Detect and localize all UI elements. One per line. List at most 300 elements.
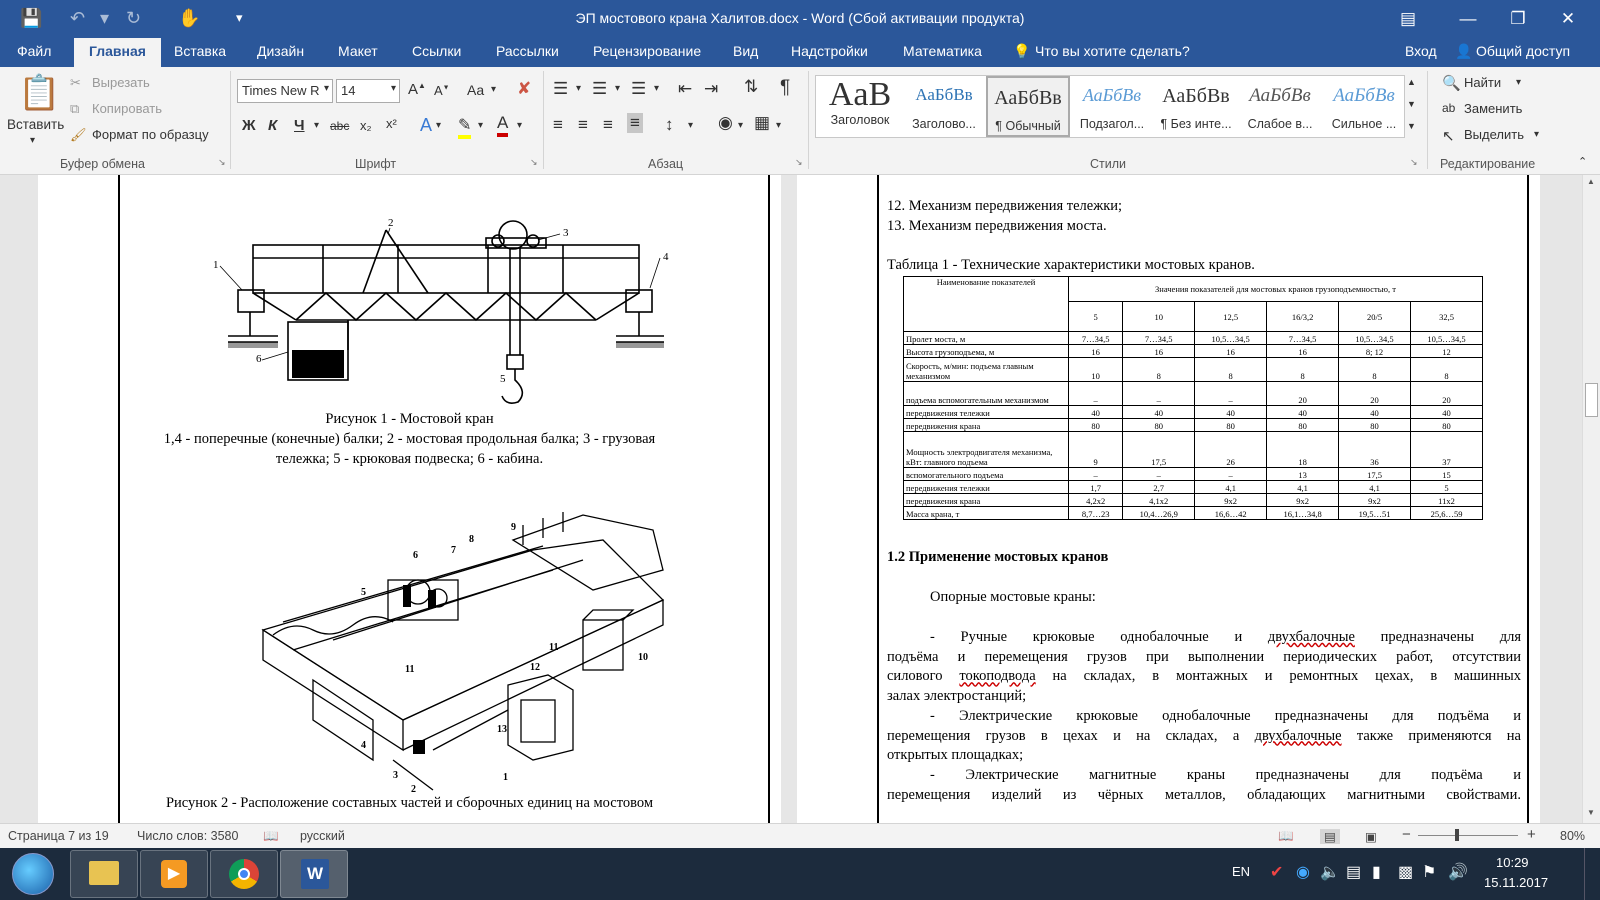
multilevel-list-icon[interactable]: ☰: [631, 79, 647, 98]
align-center-icon[interactable]: ≡: [578, 115, 588, 134]
table-cell: –: [1069, 468, 1123, 481]
table-row: [904, 406, 1483, 419]
table-cell: 16,6…42: [1195, 507, 1267, 520]
fig2-label: 1: [503, 772, 508, 783]
shading-icon[interactable]: ◉: [718, 113, 733, 132]
start-button[interactable]: [12, 853, 54, 895]
fig2-label: 9: [511, 522, 516, 533]
table-cell: 4,1x2: [1123, 494, 1195, 507]
tab-layout[interactable]: Макет: [338, 43, 378, 59]
table-row: [904, 332, 1483, 345]
chevron-down-icon: ▾: [390, 83, 396, 94]
table-cell: –: [1195, 468, 1267, 481]
table-row: [904, 481, 1483, 494]
style-preview: АаБбВв: [994, 87, 1062, 109]
table-capacity: 32,5: [1411, 302, 1483, 332]
table-cell: 2,7: [1123, 481, 1195, 494]
style-preview: АаБбВв: [1249, 85, 1311, 106]
table-row-label: передвижения тележки: [904, 481, 1069, 494]
clipboard-group-label: Буфер обмена: [60, 157, 145, 171]
paragraph-launcher-icon[interactable]: ↘: [795, 157, 803, 167]
table-cell: 20: [1339, 382, 1411, 406]
paragraph-line: - Электрические магнитные краны предназначены для подъёма и: [930, 766, 1521, 783]
undo-dropdown-icon[interactable]: ▾: [100, 8, 110, 28]
grow-font-icon[interactable]: A▲: [408, 81, 426, 98]
zoom-in-icon[interactable]: +: [1527, 826, 1536, 843]
table-cell: 7…34,5: [1267, 332, 1339, 345]
fig2-label: 2: [411, 784, 416, 795]
tray-flag-icon[interactable]: ⚑: [1422, 864, 1437, 881]
table-cell: 4,1: [1195, 481, 1267, 494]
table-cell: 7…34,5: [1123, 332, 1195, 345]
clear-formatting-icon[interactable]: ✘: [517, 79, 532, 98]
fig1-label: 2: [388, 217, 394, 229]
status-bar: [0, 823, 1600, 848]
paragraph-line: - Электрические крюковые однобалочные предназначены для подъёма и: [930, 707, 1521, 724]
table-row: [904, 382, 1483, 406]
style-name: Слабое в...: [1247, 117, 1313, 131]
taskbar-chrome[interactable]: [210, 850, 278, 898]
fig2-label: 11: [549, 642, 559, 653]
table-cell: –: [1069, 382, 1123, 406]
save-icon[interactable]: 💾: [20, 8, 43, 28]
replace-icon: ab: [1442, 101, 1456, 115]
table-cell: 16: [1267, 345, 1339, 358]
fig2-label: 11: [405, 664, 415, 675]
find-dropdown-icon[interactable]: ▾: [1516, 77, 1522, 88]
highlight-icon[interactable]: ✎: [458, 115, 471, 139]
tab-references[interactable]: Ссылки: [412, 43, 462, 59]
style-preview: АаБбВв: [1082, 85, 1142, 105]
zoom-slider[interactable]: [1418, 835, 1518, 836]
table-row: [904, 494, 1483, 507]
fig2-label: 7: [451, 545, 456, 556]
bridge-crane-figure: [198, 210, 669, 420]
table-row: [904, 432, 1483, 468]
clock-date[interactable]: 15.11.2017: [1484, 875, 1549, 890]
table-cell: 8: [1267, 358, 1339, 382]
fig1-legend-line1: 1,4 - поперечные (конечные) балки; 2 - мостовая продольная балка; 3 - грузовая: [163, 431, 656, 447]
table-cell: 26: [1195, 432, 1267, 468]
zoom-out-icon[interactable]: −: [1402, 826, 1411, 843]
table-row-label: передвижения крана: [904, 494, 1069, 507]
table-row-label: передвижения крана: [904, 419, 1069, 432]
table-cell: 80: [1339, 419, 1411, 432]
paragraph-line: перемещения грузов в цехах и на складах, а двухбалочные также применяются на: [887, 727, 1521, 744]
bold-button[interactable]: Ж: [242, 117, 256, 134]
font-group-label: Шрифт: [355, 157, 397, 171]
styles-more-icon[interactable]: ▼: [1407, 121, 1416, 131]
clock-time[interactable]: 10:29: [1496, 855, 1529, 870]
tray-monitor-icon[interactable]: ▤: [1346, 864, 1362, 881]
fig1-legend-line2: тележка; 5 - крюковая подвеска; 6 - кабина.: [275, 451, 544, 467]
table-cell: 7…34,5: [1069, 332, 1123, 345]
select-dropdown-icon[interactable]: ▾: [1534, 129, 1540, 140]
list-item-12: 12. Механизм передвижения тележки;: [887, 198, 1123, 214]
replace-button[interactable]: Заменить: [1464, 101, 1523, 116]
intro-paragraph: Опорные мостовые краны:: [930, 589, 1096, 605]
zoom-slider-thumb[interactable]: [1455, 829, 1459, 841]
table-cell: 10: [1069, 358, 1123, 382]
fig2-caption: Рисунок 2 - Расположение составных частей и сборочных единиц на мостовом: [165, 795, 654, 811]
table-cell: 40: [1267, 406, 1339, 419]
table-cell: 25,6…59: [1411, 507, 1483, 520]
fig2-label: 4: [361, 740, 366, 751]
share-button[interactable]: Общий доступ: [1476, 43, 1571, 59]
language-indicator[interactable]: русский: [300, 829, 345, 843]
highlight-dropdown-icon[interactable]: ▾: [478, 120, 484, 131]
paragraph-line: залах электростанций;: [887, 688, 1027, 705]
play-icon: ▶: [161, 860, 187, 888]
table-cell: 40: [1339, 406, 1411, 419]
tab-review[interactable]: Рецензирование: [593, 43, 702, 59]
style-heading1[interactable]: [902, 76, 986, 137]
paste-button[interactable]: Вставить: [7, 117, 65, 132]
table-cell: 80: [1123, 419, 1195, 432]
clipboard-launcher-icon[interactable]: ↘: [218, 157, 226, 167]
line-spacing-dropdown-icon[interactable]: ▾: [688, 120, 694, 131]
fig2-label: 6: [413, 550, 418, 561]
tab-mailings[interactable]: Рассылки: [496, 43, 559, 59]
line-spacing-icon[interactable]: ↕: [665, 115, 674, 134]
table-cell: 4,1: [1339, 481, 1411, 494]
style-name: Заголово...: [912, 117, 976, 131]
tray-speaker-icon[interactable]: 🔈: [1320, 864, 1340, 881]
tell-me-box[interactable]: Что вы хотите сделать?: [1035, 43, 1190, 59]
fig1-label: 5: [500, 373, 506, 385]
style-preview: АаБбВв: [1162, 85, 1230, 107]
table-cell: –: [1123, 382, 1195, 406]
change-case-dropdown-icon[interactable]: ▾: [491, 84, 497, 95]
table-row-label: Пролет моста, м: [904, 332, 1069, 345]
paste-icon[interactable]: 📋: [18, 74, 61, 112]
table-cell: 40: [1411, 406, 1483, 419]
table-cell: 11x2: [1411, 494, 1483, 507]
text-effects-dropdown-icon[interactable]: ▾: [436, 120, 442, 131]
paragraph-group-label: Абзац: [648, 157, 684, 171]
tray-network-icon[interactable]: ▩: [1398, 864, 1414, 881]
table-row-label: Мощность электродвигателя механизма, кВт: главного подъема: [904, 432, 1069, 468]
list-item-13: 13. Механизм передвижения моста.: [887, 218, 1107, 234]
font-name-combo[interactable]: [237, 79, 333, 103]
bullets-dropdown-icon[interactable]: ▾: [576, 83, 582, 94]
table-header-values: Значения показателей для мостовых кранов грузоподъемностью, т: [1069, 277, 1483, 302]
table-cell: 18: [1267, 432, 1339, 468]
table-capacity: 5: [1069, 302, 1123, 332]
fig2-label: 8: [469, 534, 474, 545]
window-title: ЭП мостового крана Халитов.docx - Word (Сбой активации продукта): [575, 10, 1025, 26]
select-button[interactable]: Выделить: [1464, 127, 1524, 142]
word-icon: W: [301, 859, 329, 889]
fig2-label: 3: [393, 770, 398, 781]
table-cell: 8: [1411, 358, 1483, 382]
borders-dropdown-icon[interactable]: ▾: [776, 120, 782, 131]
strikethrough-button[interactable]: abc: [330, 119, 350, 133]
table-cell: 4,1: [1267, 481, 1339, 494]
table-row: [904, 507, 1483, 520]
text-effects-icon[interactable]: A: [420, 115, 433, 135]
fig2-label: 5: [361, 587, 366, 598]
table-cell: 10,5…34,5: [1195, 332, 1267, 345]
paragraph-line: - Ручные крюковые однобалочные и двухбалочные предназначены для: [930, 629, 1522, 645]
table-cell: 40: [1069, 406, 1123, 419]
editing-group-label: Редактирование: [1440, 157, 1536, 171]
chevron-down-icon: ▾: [323, 83, 329, 94]
taskbar-explorer[interactable]: [70, 850, 138, 898]
touch-mode-icon[interactable]: ✋: [178, 8, 201, 28]
table-cell: 20: [1411, 382, 1483, 406]
table-row: [904, 419, 1483, 432]
ribbon-home: [0, 67, 1600, 175]
decrease-indent-icon[interactable]: ⇤: [678, 79, 693, 98]
table-cell: –: [1123, 468, 1195, 481]
table-header-name: Наименование показателей: [904, 277, 1069, 332]
table-cell: 10,4…26,9: [1123, 507, 1195, 520]
style-name: Заголовок: [830, 113, 890, 127]
find-icon: 🔍: [1442, 75, 1461, 92]
table-cell: 16: [1195, 345, 1267, 358]
align-right-icon[interactable]: ≡: [603, 115, 613, 134]
tab-math[interactable]: Математика: [903, 43, 982, 59]
close-icon[interactable]: ✕: [1560, 9, 1576, 28]
page-left: [38, 175, 781, 823]
table-cell: 10,5…34,5: [1339, 332, 1411, 345]
table-cell: 15: [1411, 468, 1483, 481]
tray-signal-icon[interactable]: ▮: [1372, 864, 1381, 881]
maximize-icon[interactable]: ❐: [1510, 9, 1526, 28]
numbering-icon[interactable]: ☰: [592, 79, 608, 98]
numbering-dropdown-icon[interactable]: ▾: [615, 83, 621, 94]
tab-design[interactable]: Дизайн: [257, 43, 305, 59]
change-case-button[interactable]: Aa: [467, 82, 485, 98]
table-cell: 16: [1123, 345, 1195, 358]
proofing-icon[interactable]: 📖: [263, 829, 279, 843]
read-mode-icon[interactable]: 📖: [1278, 829, 1294, 843]
styles-gallery: [815, 75, 1405, 138]
body-paragraphs: [887, 628, 1521, 805]
font-size-combo[interactable]: [336, 79, 400, 103]
format-painter-icon: 🖌: [70, 127, 87, 142]
table-cell: 80: [1069, 419, 1123, 432]
table-cell: 17,5: [1123, 432, 1195, 468]
minimize-icon[interactable]: —: [1459, 9, 1477, 28]
page-count[interactable]: Страница 7 из 19: [8, 829, 109, 843]
keyboard-language[interactable]: EN: [1232, 864, 1251, 879]
tab-view[interactable]: Вид: [733, 43, 759, 59]
align-left-icon[interactable]: ≡: [553, 115, 563, 134]
table-row: [904, 358, 1483, 382]
undo-icon[interactable]: ↶: [70, 8, 86, 28]
table-cell: 10,5…34,5: [1411, 332, 1483, 345]
section-heading: 1.2 Применение мостовых кранов: [887, 549, 1109, 565]
table-cell: 9x2: [1339, 494, 1411, 507]
underline-button[interactable]: Ч: [294, 117, 305, 134]
table-row: [904, 345, 1483, 358]
fig1-label: 1: [213, 259, 219, 271]
font-color-dropdown-icon[interactable]: ▾: [517, 120, 523, 131]
spec-table: [903, 276, 1483, 520]
tray-app-icon[interactable]: ✔: [1270, 864, 1284, 881]
scroll-up-icon[interactable]: ▲: [1587, 177, 1595, 186]
table-row-label: подъема вспомогательным механизмом: [904, 382, 1069, 406]
windows-taskbar: [0, 848, 1600, 900]
table-cell: 16: [1069, 345, 1123, 358]
page-right: [797, 175, 1540, 823]
table-cell: 80: [1267, 419, 1339, 432]
table-cell: –: [1195, 382, 1267, 406]
table-cell: 9: [1069, 432, 1123, 468]
customize-qat-icon[interactable]: ▾: [236, 10, 243, 25]
tab-addins[interactable]: Надстройки: [791, 43, 868, 59]
collapse-ribbon-icon[interactable]: ⌃: [1578, 156, 1588, 168]
web-layout-icon[interactable]: ▣: [1365, 830, 1377, 844]
bullets-icon[interactable]: ☰: [553, 79, 569, 98]
table-cell: 13: [1267, 468, 1339, 481]
vertical-scrollbar[interactable]: [1582, 175, 1600, 823]
paragraph-line: открытых площадках;: [887, 747, 1024, 764]
crane-assembly-figure: [253, 510, 673, 795]
table-cell: 8,7…23: [1069, 507, 1123, 520]
table-cell: 12: [1411, 345, 1483, 358]
font-launcher-icon[interactable]: ↘: [530, 157, 538, 167]
table-capacity: 12,5: [1195, 302, 1267, 332]
table-cell: 16,1…34,8: [1267, 507, 1339, 520]
table-cell: 80: [1411, 419, 1483, 432]
scroll-thumb[interactable]: [1585, 383, 1598, 417]
fig2-label: 13: [497, 724, 507, 735]
table-row-label: Высота грузоподъема, м: [904, 345, 1069, 358]
superscript-button[interactable]: x²: [386, 116, 397, 131]
tab-home[interactable]: Главная: [74, 38, 161, 67]
chrome-icon: [229, 859, 259, 889]
fig1-label: 3: [563, 227, 569, 239]
tell-me-icon[interactable]: 💡: [1013, 43, 1031, 59]
show-marks-icon[interactable]: ¶: [780, 77, 791, 98]
table-cell: 19,5…51: [1339, 507, 1411, 520]
table-cell: 40: [1123, 406, 1195, 419]
fig2-label: 12: [530, 662, 540, 673]
style-no-spacing[interactable]: [1154, 76, 1238, 137]
table-cell: 8; 12: [1339, 345, 1411, 358]
sign-in-link[interactable]: Вход: [1405, 43, 1437, 59]
paragraph-line: подъёма и перемещения грузов при выполнении периодических работ, отсутствии: [887, 648, 1521, 665]
word-count[interactable]: Число слов: 3580: [137, 829, 239, 843]
style-preview: АаБбВв: [1333, 85, 1395, 106]
underline-dropdown-icon[interactable]: ▾: [314, 120, 320, 131]
sort-icon[interactable]: ⇅: [744, 77, 759, 96]
styles-scroll-up-icon[interactable]: ▲: [1407, 77, 1416, 87]
font-name-value: Times New R: [242, 83, 320, 98]
format-painter-button[interactable]: Формат по образцу: [92, 127, 209, 142]
title-bar: [0, 0, 1600, 38]
share-icon[interactable]: 👤: [1455, 43, 1473, 59]
style-intense-emphasis[interactable]: [1322, 76, 1406, 137]
table-row-label: передвижения тележки: [904, 406, 1069, 419]
tab-file[interactable]: Файл: [17, 43, 52, 59]
ribbon-tabs: [0, 38, 1600, 67]
table-cell: 5: [1411, 481, 1483, 494]
table-cell: 4,2x2: [1069, 494, 1123, 507]
redo-icon[interactable]: ↻: [126, 8, 142, 28]
copy-button[interactable]: Копировать: [92, 101, 162, 116]
taskbar-media-player[interactable]: [140, 850, 208, 898]
increase-indent-icon[interactable]: ⇥: [704, 79, 719, 98]
font-color-icon[interactable]: A: [497, 113, 508, 137]
copy-icon: ⧉: [70, 101, 80, 116]
font-size-value: 14: [341, 83, 356, 98]
table-cell: 8: [1123, 358, 1195, 382]
borders-icon[interactable]: ▦: [754, 113, 771, 132]
table-cell: 20: [1267, 382, 1339, 406]
show-desktop-button[interactable]: [1584, 848, 1600, 900]
folder-icon: [89, 861, 119, 885]
style-title[interactable]: [818, 76, 902, 137]
italic-button[interactable]: К: [268, 117, 278, 134]
table-cell: 8: [1339, 358, 1411, 382]
table-title: Таблица 1 - Технические характеристики мостовых кранов.: [887, 257, 1255, 273]
subscript-button[interactable]: x₂: [360, 118, 372, 133]
table-row-label: вспомогательного подъема: [904, 468, 1069, 481]
table-cell: 9x2: [1267, 494, 1339, 507]
tab-insert[interactable]: Вставка: [174, 43, 227, 59]
fig1-label: 6: [256, 353, 262, 365]
shading-dropdown-icon[interactable]: ▾: [738, 120, 744, 131]
table-cell: 17,5: [1339, 468, 1411, 481]
paste-dropdown-icon[interactable]: ▾: [30, 135, 36, 146]
style-preview: AaB: [828, 76, 892, 113]
shrink-font-icon[interactable]: A▼: [434, 83, 450, 98]
table-cell: 40: [1195, 406, 1267, 419]
table-cell: 8: [1195, 358, 1267, 382]
table-row: [904, 468, 1483, 481]
scroll-down-icon[interactable]: ▼: [1587, 808, 1595, 817]
style-name: ¶ Без инте...: [1160, 117, 1232, 131]
styles-scroll-down-icon[interactable]: ▼: [1407, 99, 1416, 109]
table-row-label: Масса крана, т: [904, 507, 1069, 520]
paragraph-line: перемещения изделий из чёрных металлов, обладающих магнитными свойствами.: [887, 786, 1521, 803]
justify-icon[interactable]: ≡: [627, 113, 643, 133]
ribbon-display-options-icon[interactable]: ▤: [1399, 9, 1417, 28]
tray-volume-icon[interactable]: 🔊: [1448, 864, 1468, 881]
table-capacity: 20/5: [1339, 302, 1411, 332]
taskbar-word[interactable]: [280, 850, 348, 898]
table-cell: 9x2: [1195, 494, 1267, 507]
style-name: ¶ Обычный: [995, 119, 1061, 133]
table-row-label: Скорость, м/мин: подъема главным механизмом: [904, 358, 1069, 382]
style-name: Сильное ...: [1331, 117, 1397, 131]
fig2-label: 10: [638, 652, 648, 663]
table-cell: 36: [1339, 432, 1411, 468]
tray-globe-icon[interactable]: ◉: [1296, 864, 1310, 881]
cut-button[interactable]: Вырезать: [92, 75, 150, 90]
fig1-label: 4: [663, 251, 669, 263]
table-capacity: 10: [1123, 302, 1195, 332]
styles-group-label: Стили: [1090, 157, 1127, 171]
styles-launcher-icon[interactable]: ↘: [1410, 157, 1418, 167]
style-subtitle[interactable]: [1070, 76, 1154, 137]
table-capacity: 16/3,2: [1267, 302, 1339, 332]
style-subtle-emphasis[interactable]: [1238, 76, 1322, 137]
style-name: Подзагол...: [1079, 117, 1145, 131]
table-cell: 37: [1411, 432, 1483, 468]
style-preview: АаБбВв: [915, 85, 973, 104]
find-button[interactable]: Найти: [1464, 75, 1502, 90]
zoom-level[interactable]: 80%: [1560, 829, 1586, 843]
paragraph-line: силового токоподвода на складах, в монтажных и ремонтных цехах, в машинных: [887, 668, 1522, 685]
style-normal[interactable]: [986, 76, 1070, 137]
print-layout-icon[interactable]: ▤: [1320, 829, 1340, 844]
multilevel-dropdown-icon[interactable]: ▾: [654, 83, 660, 94]
